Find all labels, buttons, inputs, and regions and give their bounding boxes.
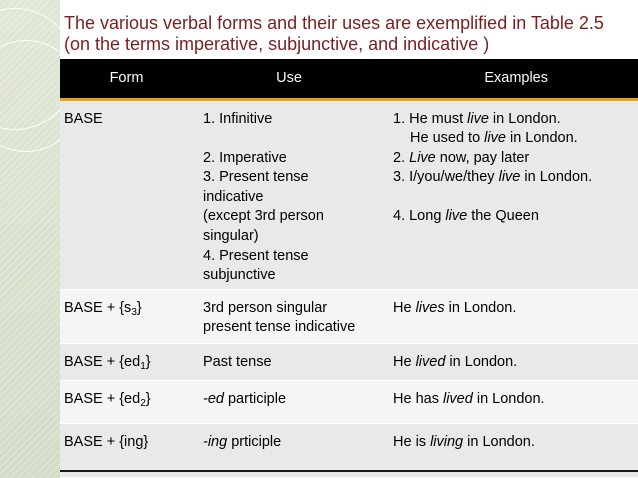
slide-title [64, 13, 634, 55]
form-cell: BASE + $\{s_3\}$ [60, 289, 193, 343]
verbal-forms-table [60, 59, 638, 478]
header-examples: Examples [385, 59, 638, 99]
use-cell: 1. Infinitive 2. Imperative 3. Present tense indicative (except 3rd person singular) 4. Present tense subjunctive [193, 99, 385, 289]
form-cell: BASE + $\{ed_2\}$ [60, 380, 193, 423]
use-cell: -ing prticiple [193, 423, 385, 477]
header-form: Form [60, 59, 193, 99]
table-header-row [60, 59, 638, 99]
examples-cell: He has lived in London. [385, 380, 638, 423]
decorative-side-strip [0, 0, 60, 478]
form-cell: BASE [60, 99, 193, 289]
use-cell: -ed participle [193, 380, 385, 423]
form-cell: BASE + {ing} [60, 423, 193, 477]
table-row [60, 343, 638, 380]
header-use: Use [193, 59, 385, 99]
use-cell: 3rd person singular present tense indicative [193, 289, 385, 343]
title-line-1: The various verbal forms and their uses are exemplified in Table 2.5 [64, 13, 604, 33]
examples-cell: He lives in London. [385, 289, 638, 343]
table-row [60, 380, 638, 423]
table-row [60, 99, 638, 289]
table-row [60, 289, 638, 343]
examples-cell: He lived in London. [385, 343, 638, 380]
examples-cell: He is living in London. [385, 423, 638, 477]
examples-cell: 1. He must live in London. He used to live in London. 2. Live now, pay later 3. I/you/we/they live in London. 4. Long live the Queen [385, 99, 638, 289]
use-cell: Past tense [193, 343, 385, 380]
form-cell: BASE + $\{ed_1\}$ [60, 343, 193, 380]
table-bottom-rule [60, 470, 638, 472]
title-line-2: (on the terms imperative, subjunctive, and indicative ) [64, 34, 490, 54]
